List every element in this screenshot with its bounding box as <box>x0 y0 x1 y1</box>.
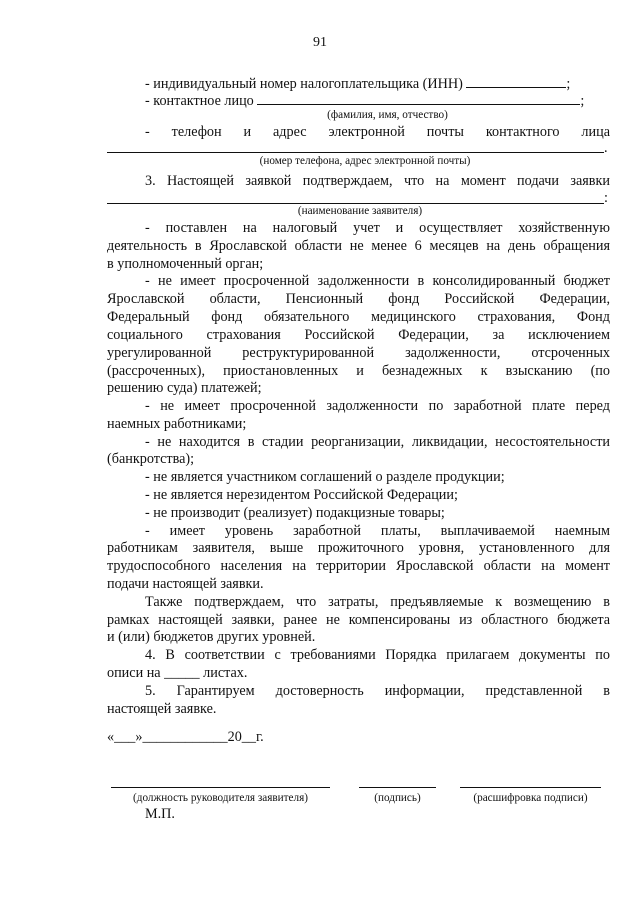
body-line: подачи настоящей заявки. <box>107 576 264 592</box>
stamp-label: М.П. <box>145 806 175 822</box>
contact-line <box>145 91 610 110</box>
body-line: Ярославской области, Пенсионный фонд Российской Федерации, <box>107 291 610 307</box>
body-line: работникам заявителя, выше прожиточного уровня, установленного для <box>107 540 610 556</box>
date-line: «___»____________20__г. <box>107 729 264 745</box>
page-number: 91 <box>313 35 327 50</box>
contact-caption: (фамилия, имя, отчество) <box>327 109 448 121</box>
body-line: 5. Гарантируем достоверность информации, представленной в <box>145 683 610 699</box>
body-line: (рассроченных), приостановленных и безнадежных к взысканию (по <box>107 363 610 379</box>
body-line: урегулированной реструктурированной задолженности, отсроченных <box>107 345 610 361</box>
body-line: 4. В соответствии с требованиями Порядка прилагаем документы по <box>145 647 610 663</box>
contact-blank <box>257 91 580 105</box>
applicant-caption: (наименование заявителя) <box>297 205 423 217</box>
body-line: - не является нерезидентом Российской Федерации; <box>145 487 458 503</box>
body-line: - не является участником соглашений о разделе продукции; <box>145 469 505 485</box>
confirm-line: 3. Настоящей заявкой подтверждаем, что на момент подачи заявки <box>145 173 610 189</box>
body-line: - поставлен на налоговый учет и осуществляет хозяйственную <box>145 220 610 236</box>
body-line: социального страхования Российской Федерации, за исключением <box>107 327 610 343</box>
phone-caption: (номер телефона, адрес электронной почты) <box>259 155 471 167</box>
body-line: деятельность в Ярославской области не менее 6 месяцев на день обращения <box>107 238 610 254</box>
phone-line: - телефон и адрес электронной почты контактного лица <box>145 124 610 140</box>
body-line: трудоспособного населения на территории Ярославской области на момент <box>107 558 610 574</box>
decoding-caption: (расшифровка подписи) <box>473 792 588 804</box>
body-line: - не производит (реализует) подакцизные товары; <box>145 505 445 521</box>
contact-label: - контактное лицо <box>145 93 254 109</box>
body-line: и (или) бюджетов других уровней. <box>107 629 316 645</box>
body-line: в уполномоченный орган; <box>107 256 264 272</box>
confirm-end: : <box>604 190 608 206</box>
phone-blank <box>107 152 604 153</box>
position-blank <box>111 787 330 788</box>
decoding-blank <box>460 787 601 788</box>
body-line: - имеет уровень заработной платы, выплачиваемой наемным <box>145 523 610 539</box>
phone-end: . <box>604 140 608 156</box>
body-line: настоящей заявке. <box>107 701 217 717</box>
inn-blank <box>466 74 566 88</box>
applicant-blank <box>107 203 604 204</box>
body-line: описи на _____ листах. <box>107 665 248 681</box>
body-line: - не находится в стадии реорганизации, ликвидации, несостоятельности <box>145 434 610 450</box>
body-line: (банкротства); <box>107 451 195 467</box>
body-line: рамках настоящей заявки, ранее не компенсированы из областного бюджета <box>107 612 610 628</box>
body-line: наемных работниками; <box>107 416 247 432</box>
position-caption: (должность руководителя заявителя) <box>133 792 308 804</box>
body-line: решению суда) платежей; <box>107 380 262 396</box>
inn-label: - индивидуальный номер налогоплательщика (ИНН) <box>145 76 463 92</box>
signature-blank <box>359 787 436 788</box>
body-line: Федеральный фонд обязательного медицинского страхования, Фонд <box>107 309 610 325</box>
body-line: Также подтверждаем, что затраты, предъявляемые к возмещению в <box>145 594 610 610</box>
contact-end: ; <box>580 93 585 109</box>
inn-end: ; <box>566 76 571 92</box>
body-line: - не имеет просроченной задолженности по заработной плате перед <box>145 398 610 414</box>
signature-caption: (подпись) <box>374 792 421 804</box>
body-line: - не имеет просроченной задолженности в консолидированный бюджет <box>145 273 610 289</box>
